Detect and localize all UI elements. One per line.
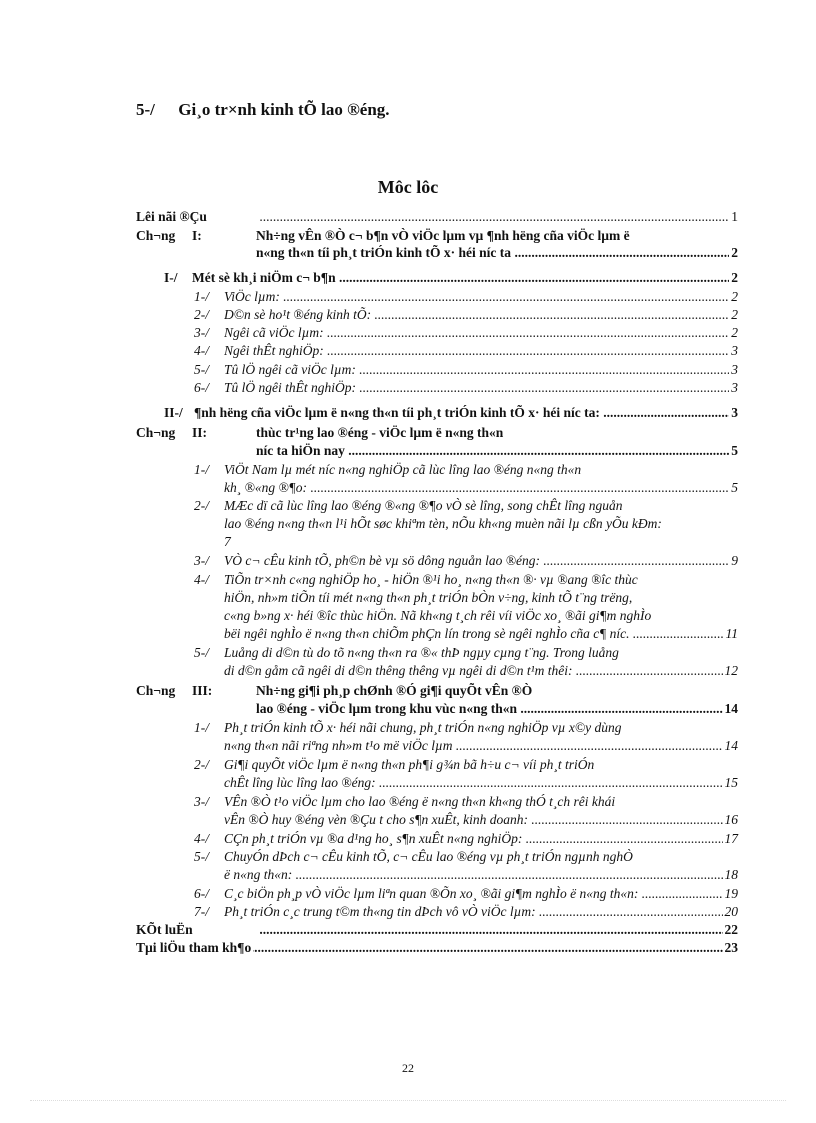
toc-entry-8[interactable]: Tû lÖ ngêi cã viÖc lµm: ..... [224,362,734,378]
toc-entry-6[interactable]: Ngêi cã viÖc lµm: ..... [224,325,734,341]
section-number: 5-/ [136,100,155,119]
page-number: 22 [402,1061,414,1075]
toc-page: 3 [731,380,738,395]
toc-label: 2-/ [194,307,209,322]
toc-entry-25[interactable]: Nh÷ng gi¶i ph¸p chØnh ®Ó gi¶i quyÕt vÊn ®Ò [256,683,533,698]
toc-label: 3-/ [194,325,209,340]
toc-label: 6-/ [194,380,209,395]
toc-entry-9[interactable]: Tû lÖ ngêi thÊt nghiÖp: ..... [224,380,734,396]
toc-page: 5 [731,480,738,495]
toc-entry-18[interactable]: VÒ c¬ cÊu kinh tÕ, ph©n bè vµ sö dông nguån lao ®éng: ..... [224,553,734,569]
toc-entry-5[interactable]: D©n sè ho¹t ®éng kinh tÕ: ..... [224,307,734,323]
toc-entry-28[interactable]: n«ng th«n nãi riªng nh»m t¹o më viÖc lµm ..... [224,738,734,754]
chapter-number: III: [192,683,213,698]
toc-entry-0[interactable] [256,209,734,225]
toc-entry-20[interactable]: hiÖn, nh»m tiÕn tíi mét n«ng th«n ph¸t triÓn bÒn v÷ng, kinh tÕ t¨ng trëng, [224,590,633,605]
toc-entry-17[interactable]: 7 [224,534,231,549]
section-title: Gi¸o tr×nh kinh tÕ lao ®éng. [178,100,390,119]
toc-entry-34[interactable]: ChuyÓn dÞch c¬ cÊu kinh tÕ, c¬ cÊu lao ®éng vµ ph¸t triÓn ngµnh nghÒ [224,849,633,864]
toc-entry-3[interactable]: Mét sè kh¸i niÖm c¬ b¶n ..... [192,270,734,286]
toc-label: 1-/ [194,462,209,477]
toc-entry-14[interactable]: kh¸ ®«ng ®¶o: ..... [224,480,734,496]
toc-label: 5-/ [194,362,209,377]
toc-label: KÕt luËn [136,922,193,937]
toc-entry-13[interactable]: ViÖt Nam lµ mét níc n«ng nghiÖp cã lùc lîng lao ®éng n«ng th«n [224,462,582,477]
toc-label: II-/ [164,405,183,420]
chapter-number: II: [192,425,208,440]
toc-label: Ch¬ng [136,683,176,698]
toc-entry-32[interactable]: vÊn ®Ò huy ®éng vèn ®Çu t cho s¶n xuÊt, kinh doanh: ..... [224,812,734,828]
toc-entry-15[interactable]: MÆc dï cã lùc lîng lao ®éng ®«ng ®¶o vÒ sè lîng, song chÊt lîng nguån [224,498,623,513]
toc-entry-11[interactable]: thùc tr¹ng lao ®éng - viÖc lµm ë n«ng th«n [256,425,504,440]
toc-page: 2 [731,270,738,285]
toc-page: 18 [724,867,738,882]
toc-page: 2 [731,325,738,340]
toc-label: 5-/ [194,645,209,660]
toc-entry-35[interactable]: ë n«ng th«n: ..... [224,867,734,883]
toc-entry-37[interactable]: Ph¸t triÓn c¸c trung t©m th«ng tin dÞch vô vÒ viÖc lµm: ..... [224,904,734,920]
toc-page: 3 [731,343,738,358]
toc-label: 4-/ [194,343,209,358]
toc-page: 2 [731,289,738,304]
toc-entry-29[interactable]: Gi¶i quyÕt viÖc lµm ë n«ng th«n ph¶i g¾n bã h÷u c¬ víi ph¸t triÓn [224,757,595,772]
toc-label: Lêi nãi ®Çu [136,209,207,224]
toc-label: I-/ [164,270,178,285]
toc-entry-7[interactable]: Ngêi thÊt nghiÖp: ..... [224,343,734,359]
toc-page: 15 [724,775,738,790]
toc-entry-22[interactable]: bëi ngêi nghÌo ë n«ng th«n chiÕm phÇn lín trong sè ngêi nghÌo cña c¶ níc. ..... [224,626,734,642]
toc-entry-27[interactable]: Ph¸t triÓn kinh tÕ x· héi nãi chung, ph¸t triÓn n«ng nghiÖp vµ x©y dùng [224,720,622,735]
page-divider [30,1100,786,1101]
toc-page: 2 [731,307,738,322]
toc-entry-2[interactable]: n«ng th«n tíi ph¸t triÓn kinh tÕ x· héi níc ta ..... [256,245,734,261]
toc-page: 11 [725,626,738,641]
toc-label: 7-/ [194,904,209,919]
toc-entry-19[interactable]: TiÕn tr×nh c«ng nghiÖp ho¸ - hiÖn ®¹i ho¸ n«ng th«n ®· vµ ®ang ®îc thùc [224,572,638,587]
toc-label: Ch¬ng [136,228,176,243]
toc-label: 4-/ [194,831,209,846]
toc-label: 4-/ [194,572,209,587]
toc-entry-12[interactable]: níc ta hiÖn nay ..... [256,443,734,459]
toc-page: 5 [731,443,738,458]
toc-label: 2-/ [194,498,209,513]
toc-page: 9 [731,553,738,568]
toc-page: 23 [724,940,738,955]
toc-title: Môc lôc [377,177,439,197]
toc-page: 22 [724,922,738,937]
toc-entry-31[interactable]: VÊn ®Ò t¹o viÖc lµm cho lao ®éng ë n«ng th«n kh«ng thÓ t¸ch rêi khái [224,794,616,809]
toc-page: 17 [724,831,738,846]
toc-label: 5-/ [194,849,209,864]
toc-entry-16[interactable]: lao ®éng n«ng th«n l¹i hÕt søc khiªm tèn, nÕu kh«ng muèn nãi lµ cßn yÕu kÐm: [224,516,662,531]
toc-page: 14 [724,738,738,753]
toc-label: 1-/ [194,720,209,735]
toc-label: 2-/ [194,757,209,772]
toc-entry-36[interactable]: C¸c biÖn ph¸p vÒ viÖc lµm liªn quan ®Õn xo¸ ®ãi gi¶m nghÌo ë n«ng th«n: ..... [224,886,734,902]
toc-page: 3 [731,405,738,420]
chapter-number: I: [192,228,202,243]
toc-entry-33[interactable]: CÇn ph¸t triÓn vµ ®a d¹ng ho¸ s¶n xuÊt n«ng nghiÖp: ..... [224,831,734,847]
toc-entry-4[interactable]: ViÖc lµm: ..... [224,289,734,305]
toc-entry-24[interactable]: di d©n gåm cã ngêi di d©n thêng thêng vµ ngêi di d©n t¹m thêi: ..... [224,663,734,679]
section-heading [136,100,390,120]
toc-entry-30[interactable]: chÊt lîng lùc lîng lao ®éng: ..... [224,775,734,791]
toc-label: Tµi liÖu tham kh¶o [136,940,252,955]
toc-entry-21[interactable]: c«ng b»ng x· héi ®îc thùc hiÖn. Nã kh«ng t¸ch rêi víi viÖc xo¸ ®ãi gi¶m nghÌo [224,608,652,623]
toc-page: 1 [731,209,738,224]
toc-entry-23[interactable]: Luång di d©n tù do tõ n«ng th«n ra ®« thÞ ngµy cµng t¨ng. Trong luång [224,645,619,660]
toc-entry-1[interactable]: Nh÷ng vÊn ®Ò c¬ b¶n vÒ viÖc lµm vµ ¶nh hëng cña viÖc lµm ë [256,228,630,243]
toc-label: 3-/ [194,553,209,568]
toc-page: 12 [724,663,738,678]
toc-entry-38[interactable] [256,922,734,938]
toc-page: 20 [724,904,738,919]
toc-label: 1-/ [194,289,209,304]
toc-page: 16 [724,812,738,827]
toc-entry-10[interactable]: ¶nh hëng cña viÖc lµm ë n«ng th«n tíi ph¸t triÓn kinh tÕ x· héi níc ta: ..... [194,405,734,421]
toc-page: 14 [724,701,738,716]
toc-label: 3-/ [194,794,209,809]
toc-page: 2 [731,245,738,260]
toc-page: 3 [731,362,738,377]
toc-label: Ch¬ng [136,425,176,440]
toc-entry-26[interactable]: lao ®éng - viÖc lµm trong khu vùc n«ng th«n ..... [256,701,734,717]
toc-label: 6-/ [194,886,209,901]
toc-page: 19 [724,886,738,901]
